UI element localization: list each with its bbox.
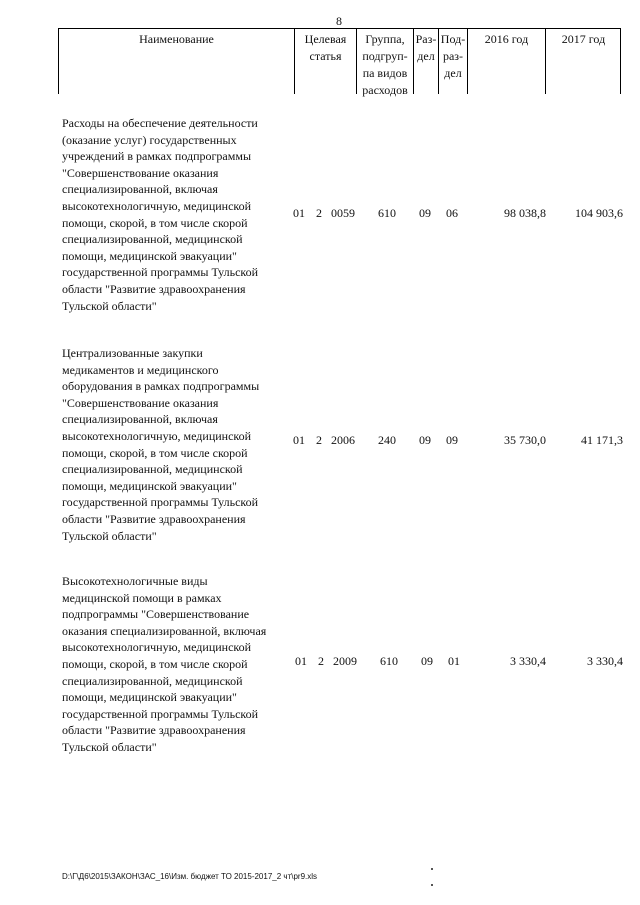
value-2017: 104 903,6 (575, 206, 623, 220)
header-group: Группа, подгруп- па видов расходов (362, 32, 408, 97)
page-number: 8 (336, 14, 342, 28)
header-2017: 2017 год (561, 32, 606, 46)
code-subsection: 01 (448, 654, 460, 668)
code-subprogram: 2 (316, 433, 322, 447)
code-program: 01 (295, 654, 307, 668)
code-section: 09 (419, 206, 431, 220)
row-name: Централизованные закупки медикаментов и медицинского оборудования в рамках подпрограммы "Совершенствование оказания специализированной, включая высокотехнологичную, медицинской помощи, скорой, в том числе скорой специализированной, медицинской помощи, медицинской эвакуации" государственной программы Тульской области "Развитие здравоохранения Тульской области" (62, 346, 260, 543)
code-group: 610 (380, 654, 398, 668)
header-subsection: Под- раз- дел (440, 32, 466, 80)
code-program: 01 (293, 433, 305, 447)
code-section: 09 (421, 654, 433, 668)
header-target-article: Целевая статья (304, 32, 347, 63)
row-name: Расходы на обеспечение деятельности (оказание услуг) государственных учреждений в рамках подпрограммы "Совершенствование оказания специализированной, включая высокотехнологичную, медицинской помощи, скорой, в том числе скорой специализированной, медицинской помощи, медицинской эвакуации" государственной программы Тульской области "Развитие здравоохранения Тульской области" (62, 116, 259, 313)
code-group: 240 (378, 433, 396, 447)
code-subprogram: 2 (318, 654, 324, 668)
value-2016: 98 038,8 (504, 206, 546, 220)
header-name: Наименование (139, 32, 214, 46)
code-subsection: 09 (446, 433, 458, 447)
scan-speck (431, 868, 433, 870)
code-direction: 2009 (333, 654, 357, 668)
code-subprogram: 2 (316, 206, 322, 220)
value-2016: 35 730,0 (504, 433, 546, 447)
code-group: 610 (378, 206, 396, 220)
value-2017: 41 171,3 (581, 433, 623, 447)
code-section: 09 (419, 433, 431, 447)
code-subsection: 06 (446, 206, 458, 220)
row-name: Высокотехнологичные виды медицинской помощи в рамках подпрограммы "Совершенствование оказания специализированной, включая высокотехнологичную, медицинской помощи, скорой, в том числе скорой специализированной, медицинской помощи, медицинской эвакуации" государственной программы Тульской области "Развитие здравоохранения Тульской области" (62, 574, 267, 754)
scan-speck (431, 884, 433, 886)
header-2016: 2016 год (484, 32, 529, 46)
code-program: 01 (293, 206, 305, 220)
value-2016: 3 330,4 (510, 654, 546, 668)
header-section: Раз- дел (415, 32, 437, 63)
code-direction: 2006 (331, 433, 355, 447)
code-direction: 0059 (331, 206, 355, 220)
value-2017: 3 330,4 (587, 654, 623, 668)
file-path-footer: D:\Г\Д6\2015\ЗАКОН\ЗАС_16\Изм. бюджет ТО 2015-2017_2 чт\pr9.xls (62, 872, 318, 881)
